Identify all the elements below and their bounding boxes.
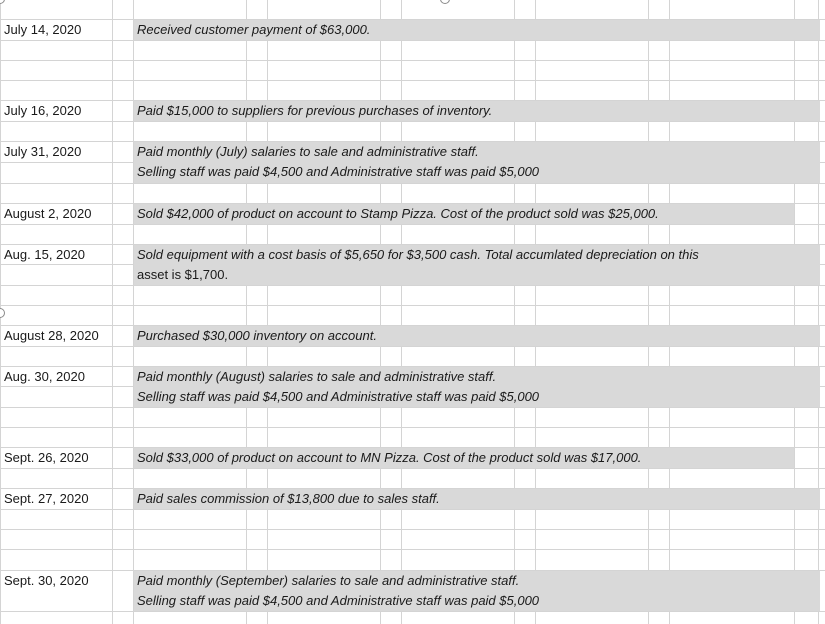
gridline-horizontal <box>0 60 825 61</box>
description-text: Paid monthly (September) salaries to sale and administrative staff. <box>137 573 520 588</box>
gridline-horizontal <box>0 529 825 530</box>
description-text: Paid sales commission of $13,800 due to sales staff. <box>137 491 440 506</box>
gridline-horizontal <box>0 407 825 408</box>
description-text: Paid monthly (July) salaries to sale and administrative staff. <box>137 144 479 159</box>
gridline-vertical <box>401 0 402 624</box>
gridline-horizontal <box>0 549 825 550</box>
gridline-vertical <box>818 0 819 624</box>
gridline-vertical <box>669 0 670 624</box>
gridline-vertical <box>535 0 536 624</box>
date-cell[interactable]: July 31, 2020 <box>4 144 82 159</box>
date-cell[interactable]: Aug. 30, 2020 <box>4 369 85 384</box>
gridline-horizontal <box>0 346 825 347</box>
gridline-horizontal <box>0 224 825 225</box>
date-cell[interactable]: July 14, 2020 <box>4 22 82 37</box>
description-text: Sold equipment with a cost basis of $5,650 for $3,500 cash. Total accumlated depreciation on this <box>137 247 699 262</box>
gridline-vertical <box>648 0 649 624</box>
gridline-horizontal <box>0 611 825 612</box>
description-text: Received customer payment of $63,000. <box>137 22 371 37</box>
gridline-horizontal <box>0 121 825 122</box>
gridline-horizontal <box>0 183 825 184</box>
gridline-horizontal <box>0 285 825 286</box>
description-text: Sold $33,000 of product on account to MN Pizza. Cost of the product sold was $17,000. <box>137 450 642 465</box>
gridline-vertical <box>133 0 134 624</box>
date-cell[interactable]: Aug. 15, 2020 <box>4 247 85 262</box>
gridline-vertical <box>514 0 515 624</box>
description-text: Selling staff was paid $4,500 and Administrative staff was paid $5,000 <box>137 389 540 404</box>
gridline-horizontal <box>0 80 825 81</box>
date-cell[interactable]: Sept. 26, 2020 <box>4 450 89 465</box>
date-cell[interactable]: Sept. 27, 2020 <box>4 491 89 506</box>
gridline-vertical <box>794 0 795 624</box>
gridline-vertical <box>267 0 268 624</box>
gridline-horizontal <box>0 509 825 510</box>
description-text: asset is $1,700. <box>137 267 229 282</box>
gridline-vertical <box>112 0 113 624</box>
date-cell[interactable]: Sept. 30, 2020 <box>4 573 89 588</box>
gridline-vertical <box>246 0 247 624</box>
date-cell[interactable]: July 16, 2020 <box>4 103 82 118</box>
description-text: Sold $42,000 of product on account to Stamp Pizza. Cost of the product sold was $25,000. <box>137 206 659 221</box>
description-text: Paid monthly (August) salaries to sale and administrative staff. <box>137 369 497 384</box>
date-cell[interactable]: August 2, 2020 <box>4 206 92 221</box>
gridline-vertical <box>380 0 381 624</box>
description-text: Paid $15,000 to suppliers for previous purchases of inventory. <box>137 103 493 118</box>
description-text: Selling staff was paid $4,500 and Administrative staff was paid $5,000 <box>137 593 540 608</box>
gridline-horizontal <box>0 468 825 469</box>
description-text: Purchased $30,000 inventory on account. <box>137 328 377 343</box>
description-text: Selling staff was paid $4,500 and Administrative staff was paid $5,000 <box>137 164 540 179</box>
gridline-horizontal <box>0 305 825 306</box>
gridline-horizontal <box>0 427 825 428</box>
gridline-horizontal <box>0 40 825 41</box>
date-cell[interactable]: August 28, 2020 <box>4 328 99 343</box>
